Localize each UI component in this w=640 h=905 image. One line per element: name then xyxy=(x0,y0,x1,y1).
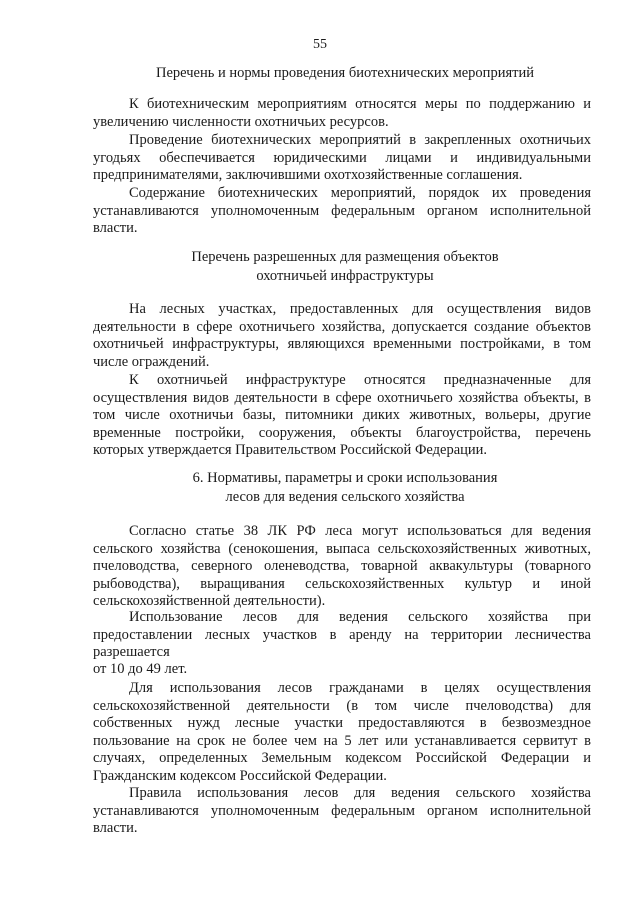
paragraph: Проведение биотехнических мероприятий в закрепленных охотничьих угодьях обеспечивается юридическими лицами и индивидуальными предпринимателями, заключившими охотхозяйственные соглашения. xyxy=(93,132,591,183)
paragraph: от 10 до 49 лет. xyxy=(93,661,188,677)
paragraph: Для использования лесов гражданами в целях осуществления сельскохозяйственной деятельности (в том числе пчеловодства) для собственных нужд лесные участки предоставляются в безвозмездное пользование на срок не более чем на 5 лет или устанавливается сервитут в случаях, определенных Земельным кодексом Российской Федерации и Гражданским кодексом Российской Федерации. xyxy=(93,680,591,784)
paragraph: Содержание биотехнических мероприятий, порядок их проведения устанавливаются уполномоченным федеральным органом исполнительной власти. xyxy=(93,185,591,236)
paragraph: К охотничьей инфраструктуре относятся предназначенные для осуществления видов деятельности в сфере охотничьего хозяйства объекты, в том числе охотничьи базы, питомники диких животных, вольеры, другие временные постройки, сооружения, объекты благоустройства, перечень которых утверждается Правительством Российской Федерации. xyxy=(93,372,591,458)
section-heading-agriculture-line1: 6. Нормативы, параметры и сроки использования xyxy=(192,470,498,486)
section-heading-agriculture-line2: лесов для ведения сельского хозяйства xyxy=(225,489,465,505)
paragraph: Правила использования лесов для ведения сельского хозяйства устанавливаются уполномоченным федеральным органом исполнительной власти. xyxy=(93,785,591,836)
paragraph: Использование лесов для ведения сельского хозяйства при предоставлении лесных участков в аренду на территории лесничества разрешается xyxy=(93,609,591,660)
section-heading-biotechnical: Перечень и нормы проведения биотехнических мероприятий xyxy=(156,65,534,81)
paragraph: К биотехническим мероприятиям относятся меры по поддержанию и увеличению численности охотничьих ресурсов. xyxy=(93,96,591,130)
paragraph: На лесных участках, предоставленных для осуществления видов деятельности в сфере охотничьего хозяйства, допускается создание объектов охотничьей инфраструктуры, являющихся временными постройками, в том числе ограждений. xyxy=(93,301,591,370)
paragraph: Согласно статье 38 ЛК РФ леса могут использоваться для ведения сельского хозяйства (сенокошения, выпаса сельскохозяйственных животных, пчеловодства, северного оленеводства, товарной аквакультуры (товарного рыбоводства), выращивания сельскохозяйственных культур и иной сельскохозяйственной деятельности). xyxy=(93,523,591,609)
section-heading-infrastructure-line1: Перечень разрешенных для размещения объектов xyxy=(191,249,499,265)
section-heading-infrastructure-line2: охотничьей инфраструктуры xyxy=(256,268,434,284)
page-number: 55 xyxy=(313,37,327,52)
